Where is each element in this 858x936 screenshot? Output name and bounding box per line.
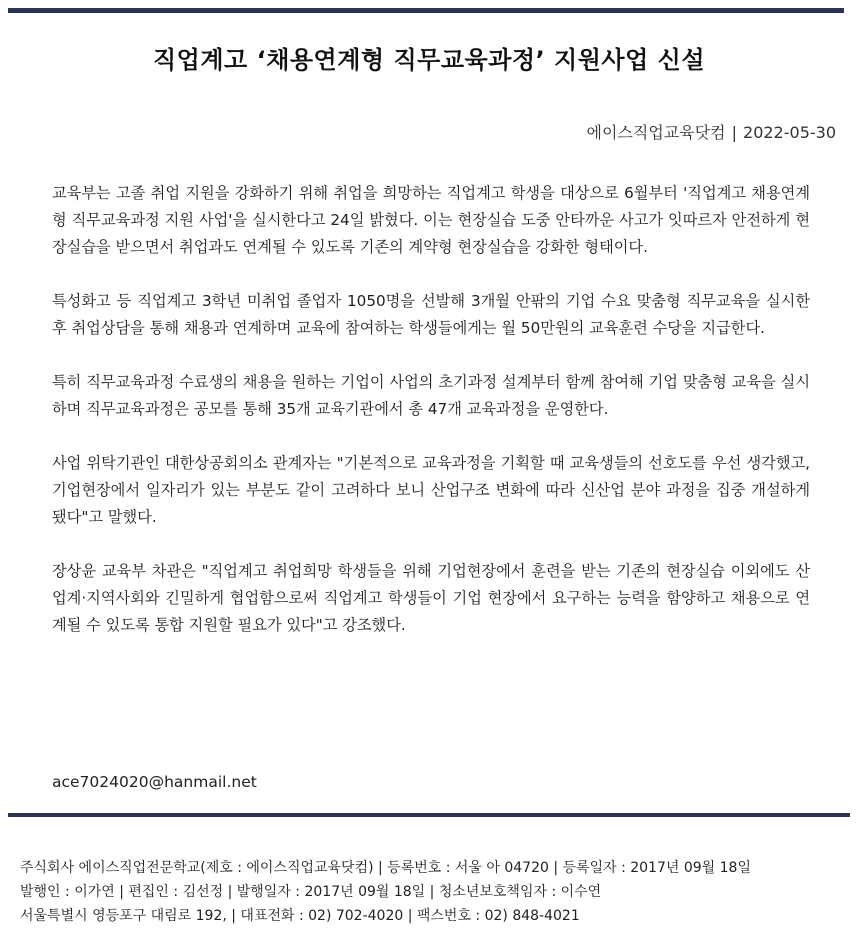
header-divider <box>8 8 844 13</box>
article-source[interactable]: 에이스직업교육닷컴 <box>586 123 726 142</box>
article-paragraph: 교육부는 고졸 취업 지원을 강화하기 위해 취업을 희망하는 직업계고 학생을 대상으로 6월부터 '직업계고 채용연계형 직무교육과정 지원 사업'을 실시한다고 24일 밝혔다. 이는 현장실습 도중 안타까운 사고가 잇따르자 안전하게 현장실습을 받으면서 취업과도 연계될 수 있도록 기존의 계약형 현장실습을 강화한 형태이다. <box>52 184 810 256</box>
article-paragraph: 사업 위탁기관인 대한상공회의소 관계자는 "기본적으로 교육과정을 기획할 때 교육생들의 선호도를 우선 생각했고, 기업현장에서 일자리가 있는 부분도 같이 고려하다 보니 산업구조 변화에 따라 신산업 분야 과정을 집중 개설하게 됐다"고 말했다. <box>52 454 810 526</box>
article-paragraph: 특성화고 등 직업계고 3학년 미취업 졸업자 1050명을 선발해 3개월 안팎의 기업 수요 맞춤형 직무교육을 실시한 후 취업상담을 통해 채용과 연계하며 교육에 참여하는 학생들에게는 월 50만원의 교육훈련 수당을 지급한다. <box>52 292 810 337</box>
article-paragraph: 장상윤 교육부 차관은 "직업계고 취업희망 학생들을 위해 기업현장에서 훈련을 받는 기존의 현장실습 이외에도 산업계·지역사회와 긴밀하게 협업함으로써 직업계고 학생들이 기업 현장에서 요구하는 능력을 함양하고 채용으로 연계될 수 있도록 통합 지원할 필요가 있다"고 강조했다. <box>52 562 810 634</box>
article-date: 2022-05-30 <box>743 123 836 142</box>
article-title: 직업계고 ‘채용연계형 직무교육과정’ 지원사업 신설 <box>152 46 706 74</box>
footer-publisher-info: 발행인 : 이가연 | 편집인 : 김선정 | 발행일자 : 2017년 09월 18일 | 청소년보호책임자 : 이수연 <box>20 884 602 900</box>
article-paragraph: 특히 직무교육과정 수료생의 채용을 원하는 기업이 사업의 초기과정 설계부터 함께 참여해 기업 맞춤형 교육을 실시하며 직무교육과정은 공모를 통해 35개 교육기관에서 총 47개 교육과정을 운영한다. <box>52 373 810 418</box>
footer-company-info: 주식회사 에이스직업전문학교(제호 : 에이스직업교육닷컴) | 등록번호 : 서울 아 04720 | 등록일자 : 2017년 09월 18일 <box>20 860 751 876</box>
site-footer <box>20 856 850 928</box>
article-byline <box>587 120 836 143</box>
reporter-email[interactable]: ace7024020@hanmail.net <box>52 773 257 791</box>
byline-separator: | <box>731 123 738 142</box>
footer-divider <box>8 813 850 817</box>
footer-contact-info: 서울특별시 영등포구 대림로 192, | 대표전화 : 02) 702-4020 | 팩스번호 : 02) 848-4021 <box>20 908 580 924</box>
article-body <box>52 180 810 666</box>
